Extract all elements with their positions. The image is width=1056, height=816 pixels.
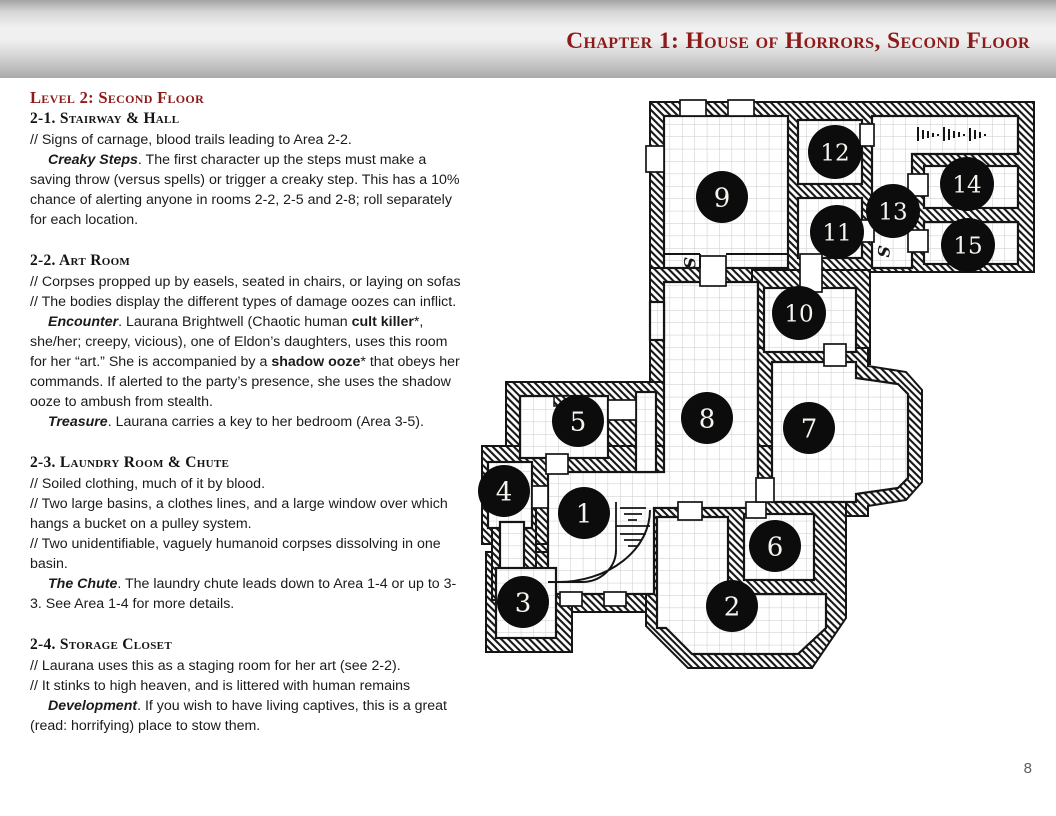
section-heading: 2-1. Stairway & Hall (30, 110, 180, 127)
section (30, 251, 464, 432)
section-heading: 2-2. Art Room (30, 252, 131, 269)
room-marker-1 (558, 487, 610, 539)
bullet-line (30, 676, 464, 696)
bullet-line (30, 656, 464, 676)
room-marker-8 (681, 392, 733, 444)
room-number: 7 (800, 414, 818, 445)
section-heading: 2-3. Laundry Room & Chute (30, 454, 230, 471)
room-marker-4 (478, 465, 530, 517)
room-number: 15 (953, 233, 983, 260)
bullet-line (30, 534, 464, 574)
room-marker-14 (940, 157, 994, 211)
emphasis-segment: cult killer (351, 314, 414, 330)
emphasis-segment: Creaky Steps (48, 152, 138, 168)
paragraph (30, 150, 464, 230)
room-number: 10 (784, 301, 814, 328)
text-segment: // The bodies display the different types of damage oozes can inflict. (30, 294, 457, 310)
dungeon-map-svg (478, 88, 1040, 678)
text-segment: // Two large basins, a clothes lines, and a large window over which hangs a bucket on a pulley system. (30, 496, 448, 532)
room-number: 8 (698, 404, 716, 435)
paragraph (30, 312, 464, 412)
room-marker-3 (497, 576, 549, 628)
emphasis-segment: The Chute (48, 576, 118, 592)
room-number: 9 (713, 183, 731, 214)
room-marker-13 (866, 184, 920, 238)
text-segment: // It stinks to high heaven, and is littered with human remains (30, 678, 411, 694)
room-number: 11 (822, 220, 852, 247)
room-number: 4 (495, 477, 513, 508)
section (30, 635, 464, 736)
room-marker-9 (696, 171, 748, 223)
chapter-header-band (0, 0, 1056, 78)
room-number: 13 (878, 199, 908, 226)
room-number: 2 (723, 592, 741, 623)
room-marker-7 (783, 402, 835, 454)
room-marker-15 (941, 218, 995, 272)
room-number: 14 (952, 172, 982, 199)
level-heading: Level 2: Second Floor (30, 88, 205, 107)
stair-marker: S (680, 257, 699, 269)
text-segment: . Laurana carries a key to her bedroom (Area 3-5). (107, 414, 424, 430)
emphasis-segment: Encounter (48, 314, 119, 330)
section (30, 109, 464, 230)
room-number: 6 (766, 532, 784, 563)
emphasis-segment: shadow ooze (271, 354, 361, 370)
paragraph (30, 574, 464, 614)
room-marker-2 (706, 580, 758, 632)
room-marker-5 (552, 395, 604, 447)
emphasis-segment: Treasure (48, 414, 108, 430)
room-number: 3 (514, 588, 532, 619)
text-segment: * that obeys her commands. If alerted to the party’s presence, she uses the shadow ooze to ambush from stealth. (30, 354, 460, 410)
emphasis-segment: Development (48, 698, 138, 714)
text-segment: // Soiled clothing, much of it by blood. (30, 476, 266, 492)
page-number: 8 (1023, 760, 1032, 777)
text-segment: . Laurana Brightwell (Chaotic human (118, 314, 352, 330)
text-segment: *, she/her; creepy, vicious), one of Eldon’s daughters, uses this room for her “art.” She is accompanied by a (30, 314, 448, 370)
sections-root (30, 109, 464, 736)
chapter-title: Chapter 1: House of Horrors, Second Floor (566, 28, 1030, 54)
bullet-line (30, 494, 464, 534)
stair-marker: S (873, 244, 894, 259)
text-segment: // Two unidentifiable, vaguely humanoid corpses dissolving in one basin. (30, 536, 441, 572)
bullet-line (30, 272, 464, 292)
room-marker-6 (749, 520, 801, 572)
section-heading: 2-4. Storage Closet (30, 636, 172, 653)
dungeon-map (478, 88, 1040, 678)
paragraph (30, 696, 464, 736)
bullet-line (30, 292, 464, 312)
room-marker-10 (772, 286, 826, 340)
text-column (30, 88, 464, 757)
bullet-line (30, 130, 464, 150)
bullet-line (30, 474, 464, 494)
text-segment: // Signs of carnage, blood trails leading to Area 2-2. (30, 132, 352, 148)
room-number: 1 (575, 499, 593, 530)
room-number: 5 (569, 407, 587, 438)
room-marker-11 (810, 205, 864, 259)
section (30, 453, 464, 614)
text-segment: // Laurana uses this as a staging room for her art (see 2-2). (30, 658, 401, 674)
paragraph (30, 412, 464, 432)
room-number: 12 (820, 140, 850, 167)
room-marker-12 (808, 125, 862, 179)
text-segment: . The first character up the steps must make a saving throw (versus spells) or trigger a creaky step. This has a 10% chance of alerting anyone in rooms 2-2, 2-5 and 2-8; roll separately for each location. (30, 152, 460, 228)
text-segment: . If you wish to have living captives, this is a great (read: horrifying) place to stow them. (30, 698, 448, 734)
text-segment: // Corpses propped up by easels, seated in chairs, or laying on sofas (30, 274, 461, 290)
text-segment: . The laundry chute leads down to Area 1-4 or up to 3-3. See Area 1-4 for more details. (30, 576, 457, 612)
